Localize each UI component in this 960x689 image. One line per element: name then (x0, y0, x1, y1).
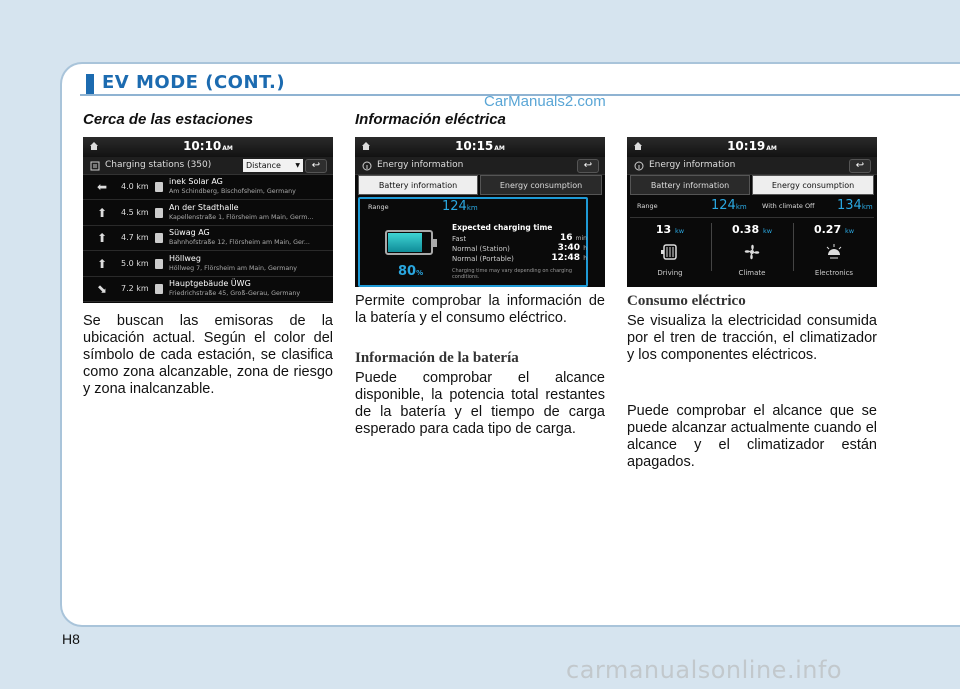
station-name: An der Stadthalle (169, 202, 239, 212)
status-bar (83, 137, 333, 157)
back-button[interactable]: ↩ (577, 159, 599, 173)
consumption-body: Se visualiza la electricidad consumida por el tren de tracción, el climatizador y los componentes eléctricos. (627, 313, 877, 363)
range-value: 124km (711, 198, 747, 213)
tab-energy-consumption[interactable]: Energy consumption (752, 175, 874, 195)
charging-duration: 12:48 h (551, 253, 587, 263)
status-bar (355, 137, 605, 157)
battery-fill (388, 233, 422, 252)
driving-value: 13 kw (655, 223, 685, 236)
section-title: EV MODE (CONT.) (102, 72, 286, 93)
charging-note: Charging time may vary depending on charging conditions. (452, 268, 573, 280)
stations-body: Se buscan las emisoras de la ubicación actual. Según el color del símbolo de cada estación, se clasifica como zona alcanzable, zona de riesgo y zona inalcanzable. (83, 313, 333, 397)
charging-time-row (452, 245, 587, 253)
electric-info-body: Permite comprobar la información de la batería y el consumo eléctrico. (355, 293, 605, 326)
fan-icon (741, 241, 763, 263)
subheading-consumption: Consumo eléctrico (627, 293, 746, 309)
status-bar (627, 137, 877, 157)
station-row[interactable] (83, 175, 333, 200)
range-label: Range (368, 203, 389, 211)
electronics-value: 0.27 kw (813, 223, 855, 236)
station-name: Süwag AG (169, 228, 210, 237)
battery-screen (355, 137, 605, 287)
fuel-pump-icon (155, 182, 163, 192)
station-address: Bahnhofstraße 12, Flörsheim am Main, Ger... (169, 239, 310, 246)
info-icon (362, 161, 372, 171)
heading-stations: Cerca de las estaciones (83, 111, 254, 128)
back-button[interactable] (305, 159, 327, 173)
station-distance: 5.0 km (121, 258, 149, 268)
consumption-driving (629, 223, 711, 287)
section-marker (86, 74, 94, 94)
charging-time-row (452, 235, 587, 243)
screen-title: Energy information (649, 160, 736, 170)
tab-energy-consumption[interactable]: Energy consumption (480, 175, 602, 195)
screen-title: Energy information (377, 160, 464, 170)
station-distance: 4.5 km (121, 207, 149, 217)
title-bar (627, 157, 877, 175)
battery-body: Puede comprobar el alcance disponible, la potencia total restantes de la batería y el tiempo de carga esperado para cada tipo de carga. (355, 370, 605, 437)
heading-electric-info: Información eléctrica (355, 111, 506, 128)
station-name: Höllweg (169, 253, 201, 263)
consumption-climate (711, 223, 793, 287)
climate-off-label: With climate Off (762, 202, 815, 210)
station-row[interactable] (83, 277, 333, 302)
fuel-pump-icon (155, 284, 163, 294)
station-distance: 4.7 km (121, 233, 149, 242)
climate-off-value: 134km (837, 198, 873, 213)
fuel-pump-icon (155, 233, 163, 243)
footer-watermark: carmanualsonline.info (566, 656, 843, 684)
station-distance: 7.2 km (121, 284, 149, 293)
clock: 10:10AM (183, 139, 233, 153)
consumption-screen (627, 137, 877, 287)
title-bar (355, 157, 605, 175)
station-row[interactable] (83, 226, 333, 251)
charging-type: Fast (452, 235, 467, 243)
charging-type: Normal (Portable) (452, 255, 514, 263)
station-distance: 4.0 km (121, 182, 149, 191)
direction-arrow-icon: ⬆ (96, 256, 108, 271)
charging-duration: 16 min (560, 233, 587, 243)
battery-panel (358, 197, 588, 287)
climate-value: 0.38 kw (731, 223, 773, 236)
tab-battery-info[interactable]: Battery information (358, 175, 478, 195)
direction-arrow-icon: ⬅ (96, 180, 108, 194)
clock: 10:15AM (455, 139, 505, 153)
subheading-battery: Información de la batería (355, 350, 519, 366)
screen-title: Charging stations (350) (105, 160, 212, 170)
consumption-body-2: Puede comprobar el alcance que se puede alcanzar actualmente cuando el alcance y el climatizador están apagados. (627, 403, 877, 470)
back-icon: ↩ (311, 160, 321, 171)
station-address: Am Schindberg, Bischofsheim, Germany (169, 188, 296, 195)
battery-icon (385, 230, 433, 255)
charging-duration: 3:40 h (557, 243, 587, 253)
direction-arrow-icon: ⬊ (96, 282, 108, 296)
fuel-pump-icon (155, 208, 163, 218)
back-button[interactable]: ↩ (849, 159, 871, 173)
station-address: Kapellenstraße 1, Flörsheim am Main, Germ... (169, 213, 314, 221)
range-label: Range (637, 202, 658, 210)
list-icon (90, 161, 100, 171)
fuel-pump-icon (155, 259, 163, 269)
info-icon (634, 161, 644, 171)
range-value: 124km (442, 199, 478, 214)
charging-time-row (452, 255, 587, 263)
light-icon (823, 241, 845, 263)
consumption-electronics (793, 223, 875, 287)
stations-screen (83, 137, 333, 303)
station-address: Höllweg 7, Flörsheim am Main, Germany (169, 264, 297, 272)
chevron-down-icon: ▼ (295, 162, 300, 169)
station-row[interactable] (83, 201, 333, 226)
watermark: CarManuals2.com (484, 93, 606, 110)
station-row[interactable] (83, 252, 333, 277)
charging-time-title: Expected charging time (452, 223, 553, 232)
climate-label: Climate (738, 269, 766, 277)
driving-label: Driving (657, 269, 683, 277)
tab-battery-info[interactable]: Battery information (630, 175, 750, 195)
motor-icon (659, 241, 681, 263)
electronics-label: Electronics (814, 269, 854, 277)
clock: 10:19AM (727, 139, 777, 153)
station-name: inek Solar AG (169, 177, 223, 186)
charging-type: Normal (Station) (452, 245, 510, 253)
station-address: Friedrichstraße 45, Groß-Gerau, Germany (169, 290, 301, 297)
direction-arrow-icon: ⬆ (96, 231, 108, 245)
station-name: Hauptgebäude ÜWG (169, 279, 251, 288)
page-number: H8 (62, 631, 80, 647)
battery-percent: 80% (398, 264, 424, 279)
direction-arrow-icon: ⬆ (96, 205, 108, 220)
sort-select[interactable]: Distance ▼ (243, 159, 303, 172)
